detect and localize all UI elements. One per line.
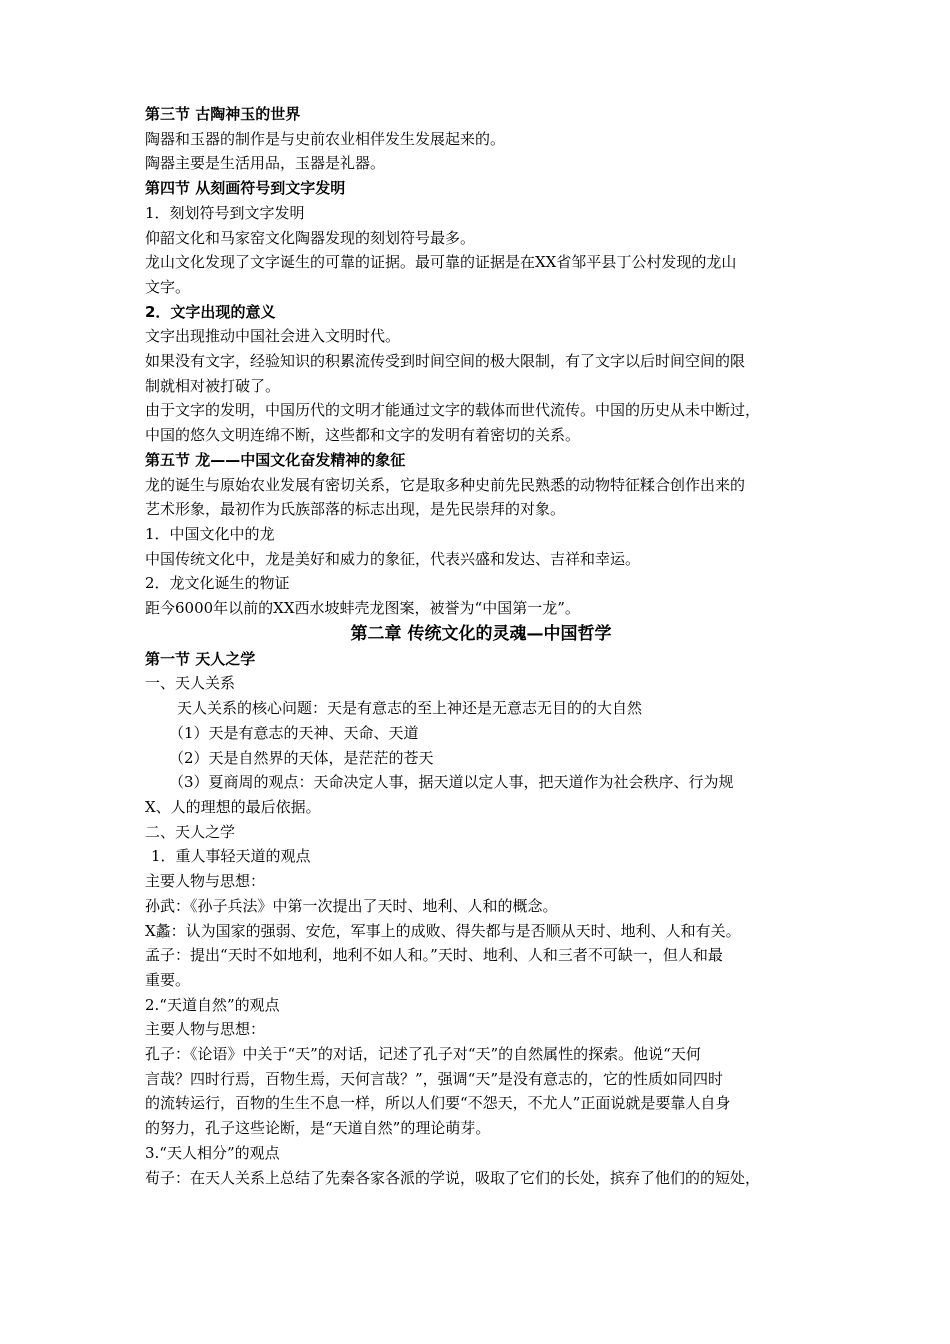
list-item-line: （1）天是有意志的天神、天命、天道 (169, 723, 419, 742)
text-line: 3.“天人相分”的观点 (145, 1143, 280, 1162)
text-line: 文字出现推动中国社会进入文明时代。 (145, 327, 401, 346)
text-line: 距今6000年以前的XX西水坡蚌壳龙图案，被誉为“中国第一龙”。 (145, 599, 580, 618)
text-line: 主要人物与思想： (145, 872, 266, 891)
text-line: 1．刻划符号到文字发明 (145, 203, 305, 222)
section-heading: 2．文字出现的意义 (145, 302, 276, 321)
text-line: X蠡：认为国家的强弱、安危，军事上的成败、得失都与是否顺从天时、地利、人和有关。 (145, 921, 741, 940)
chapter-title: 第二章 传统文化的灵魂—中国哲学 (350, 623, 612, 644)
section-heading: 第五节 龙——中国文化奋发精神的象征 (145, 450, 406, 469)
text-line: 孔子：《论语》中关于“天”的对话，记述了孔子对“天”的自然属性的探索。他说“天何 (145, 1045, 701, 1064)
text-line: 制就相对被打破了。 (145, 376, 281, 395)
text-line: 孙武：《孙子兵法》中第一次提出了天时、地利、人和的概念。 (145, 896, 558, 915)
text-line: 如果没有文字，经验知识的积累流传受到时间空间的极大限制，有了文字以后时间空间的限 (145, 352, 746, 371)
document-page (145, 102, 817, 1190)
text-line: 的努力，孔子这些论断，是“天道自然”的理论萌芽。 (145, 1119, 491, 1138)
text-line: 2．龙文化诞生的物证 (145, 574, 290, 593)
text-line: 陶器主要是生活用品，玉器是礼器。 (145, 154, 386, 173)
text-line: 一、天人关系 (145, 674, 236, 693)
text-line: 荀子：在天人关系上总结了先秦各家各派的学说，吸取了它们的长处，摈弃了他们的的短处， (145, 1168, 761, 1187)
section-heading: 第一节 天人之学 (145, 649, 256, 668)
text-line: 重要。 (145, 970, 191, 989)
text-line: 二、天人之学 (145, 822, 236, 841)
text-line: X、人的理想的最后依据。 (145, 797, 321, 816)
text-line: 龙山文化发现了文字诞生的可靠的证据。最可靠的证据是在XX省邹平县丁公村发现的龙山 (145, 253, 737, 272)
text-line: 主要人物与思想： (145, 1020, 266, 1039)
text-line: 文字。 (145, 277, 191, 296)
text-line: 言哉？四时行焉，百物生焉，天何言哉？”，强调“天”是没有意志的，它的性质如同四时 (145, 1069, 724, 1088)
text-line: 艺术形象，最初作为氏族部落的标志出现，是先民崇拜的对象。 (145, 500, 566, 519)
numbered-subheading: 1．重人事轻天道的观点 (151, 847, 311, 866)
text-line: 孟子：提出“天时不如地利，地利不如人和。”天时、地利、人和三者不可缺一，但人和最 (145, 946, 723, 965)
text-line: 2.“天道自然”的观点 (145, 995, 280, 1014)
list-item-line: （2）天是自然界的天体，是茫茫的苍天 (169, 748, 434, 767)
indented-text-line: 天人关系的核心问题：天是有意志的至上神还是无意志无目的的大自然 (177, 699, 643, 718)
text-line: 1．中国文化中的龙 (145, 524, 275, 543)
text-line: 中国的悠久文明连绵不断，这些都和文字的发明有着密切的关系。 (145, 426, 581, 445)
text-line: 由于文字的发明，中国历代的文明才能通过文字的载体而世代流传。中国的历史从未中断过， (145, 401, 761, 420)
list-item-line: （3）夏商周的观点：天命决定人事，据天道以定人事，把天道作为社会秩序、行为规 (169, 773, 734, 792)
section-heading: 第四节 从刻画符号到文字发明 (145, 179, 346, 198)
text-line: 陶器和玉器的制作是与史前农业相伴发生发展起来的。 (145, 129, 506, 148)
text-line: 的流转运行，百物的生生不息一样，所以人们要“不怨天，不尤人”正面说就是要靠人自身 (145, 1094, 731, 1113)
text-line: 龙的诞生与原始农业发展有密切关系，它是取多种史前先民熟悉的动物特征糅合创作出来的 (145, 475, 746, 494)
text-line: 中国传统文化中，龙是美好和威力的象征，代表兴盛和发达、吉祥和幸运。 (145, 549, 641, 568)
text-line: 仰韶文化和马家窑文化陶器发现的刻划符号最多。 (145, 228, 476, 247)
section-heading: 第三节 古陶神玉的世界 (145, 105, 301, 123)
